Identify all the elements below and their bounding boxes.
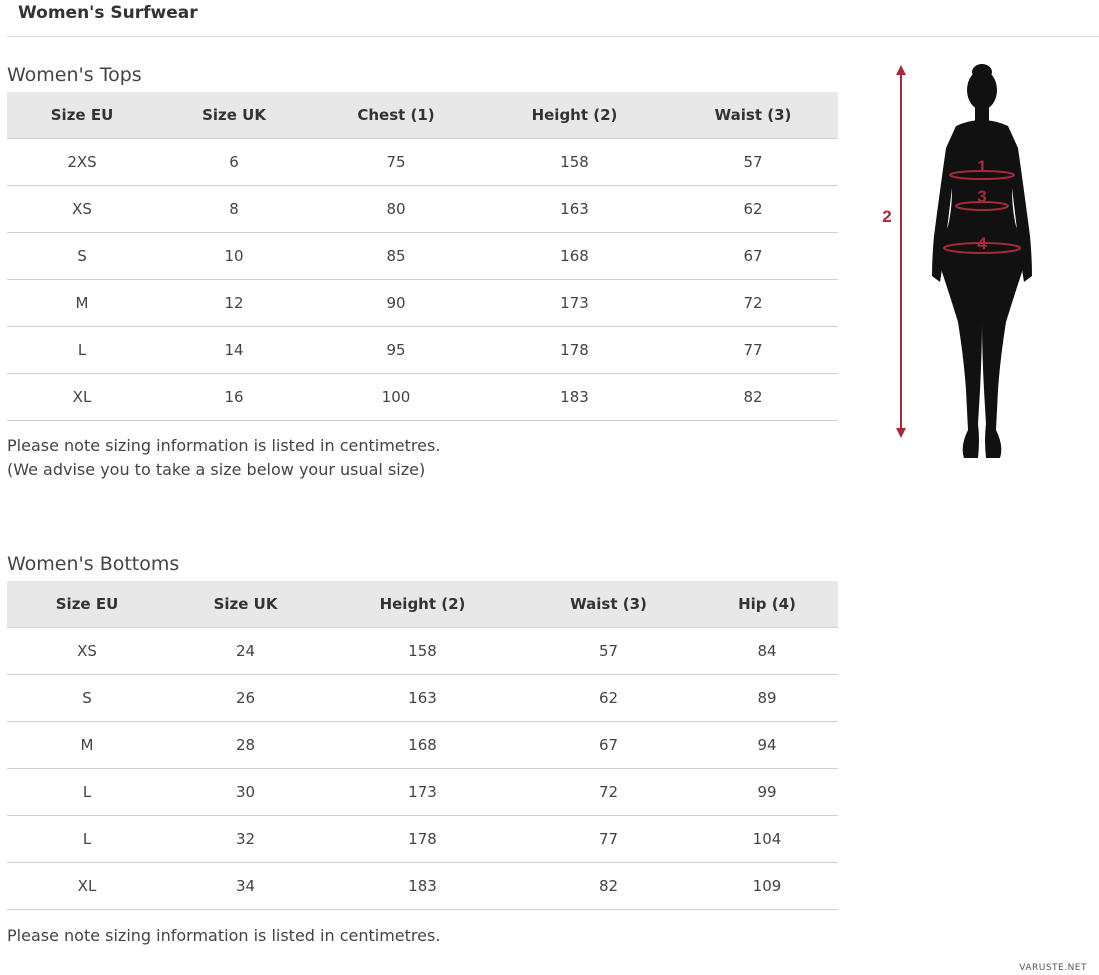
bottoms-heading: Women's Bottoms [7, 553, 180, 575]
table-row [7, 816, 838, 863]
table-cell: 95 [311, 327, 481, 374]
table-cell: S [7, 675, 167, 722]
tops-size-table [7, 92, 838, 421]
body-measurement-figure-icon [868, 60, 1048, 470]
hip-marker-label: 4 [977, 234, 987, 253]
table-cell: XS [7, 186, 157, 233]
table-cell: 67 [521, 722, 696, 769]
bottoms-sizing-note [7, 924, 440, 948]
table-row [7, 374, 838, 421]
table-cell: 72 [521, 769, 696, 816]
table-cell: XL [7, 863, 167, 910]
table-cell: 104 [696, 816, 838, 863]
table-cell: 77 [521, 816, 696, 863]
table-cell: 158 [324, 628, 521, 675]
table-header-row [7, 581, 838, 628]
table-cell: 30 [167, 769, 324, 816]
table-cell: 178 [481, 327, 668, 374]
table-cell: 26 [167, 675, 324, 722]
table-row [7, 327, 838, 374]
table-cell: 84 [696, 628, 838, 675]
table-cell: 32 [167, 816, 324, 863]
tops-sizing-note [7, 434, 440, 482]
table-cell: 183 [324, 863, 521, 910]
table-cell: 28 [167, 722, 324, 769]
table-cell: L [7, 769, 167, 816]
table-cell: M [7, 722, 167, 769]
table-cell: 109 [696, 863, 838, 910]
table-row [7, 280, 838, 327]
table-cell: 82 [521, 863, 696, 910]
tops-heading: Women's Tops [7, 64, 142, 86]
table-cell: 99 [696, 769, 838, 816]
table-cell: 82 [668, 374, 838, 421]
table-cell: 158 [481, 139, 668, 186]
table-cell: M [7, 280, 157, 327]
table-cell: 24 [167, 628, 324, 675]
table-cell: 168 [481, 233, 668, 280]
column-header: Size EU [7, 92, 157, 139]
table-cell: 168 [324, 722, 521, 769]
table-cell: 77 [668, 327, 838, 374]
table-row [7, 863, 838, 910]
table-cell: 34 [167, 863, 324, 910]
table-cell: L [7, 816, 167, 863]
table-cell: 173 [324, 769, 521, 816]
bottoms-size-table [7, 581, 838, 910]
table-cell: 80 [311, 186, 481, 233]
table-cell: 14 [157, 327, 311, 374]
sizing-advice-line: (We advise you to take a size below your usual size) [7, 460, 426, 479]
table-cell: 100 [311, 374, 481, 421]
sizing-note-line: Please note sizing information is listed in centimetres. [7, 926, 441, 945]
column-header: Waist (3) [668, 92, 838, 139]
table-cell: 62 [521, 675, 696, 722]
table-row [7, 628, 838, 675]
table-cell: 163 [324, 675, 521, 722]
table-cell: 12 [157, 280, 311, 327]
table-cell: 178 [324, 816, 521, 863]
table-cell: 72 [668, 280, 838, 327]
table-header-row [7, 92, 838, 139]
table-cell: 8 [157, 186, 311, 233]
table-cell: 62 [668, 186, 838, 233]
table-cell: L [7, 327, 157, 374]
table-cell: 89 [696, 675, 838, 722]
table-cell: 2XS [7, 139, 157, 186]
table-row [7, 769, 838, 816]
table-cell: 6 [157, 139, 311, 186]
table-cell: 94 [696, 722, 838, 769]
title-divider [7, 36, 1099, 37]
table-cell: S [7, 233, 157, 280]
table-cell: 57 [521, 628, 696, 675]
table-row [7, 675, 838, 722]
table-cell: 183 [481, 374, 668, 421]
table-row [7, 186, 838, 233]
column-header: Size UK [157, 92, 311, 139]
site-watermark: VARUSTE.NET [1019, 963, 1087, 973]
table-cell: 85 [311, 233, 481, 280]
sizing-note-line: Please note sizing information is listed in centimetres. [7, 436, 441, 455]
column-header: Height (2) [481, 92, 668, 139]
height-marker-label: 2 [882, 207, 892, 226]
table-row [7, 722, 838, 769]
column-header: Height (2) [324, 581, 521, 628]
column-header: Chest (1) [311, 92, 481, 139]
table-cell: 90 [311, 280, 481, 327]
chest-marker-label: 1 [977, 157, 987, 176]
table-cell: 163 [481, 186, 668, 233]
page-title: Women's Surfwear [18, 3, 198, 23]
waist-marker-label: 3 [977, 187, 987, 206]
column-header: Waist (3) [521, 581, 696, 628]
table-cell: 10 [157, 233, 311, 280]
column-header: Size UK [167, 581, 324, 628]
table-cell: XL [7, 374, 157, 421]
table-cell: 16 [157, 374, 311, 421]
table-cell: 173 [481, 280, 668, 327]
column-header: Size EU [7, 581, 167, 628]
table-row [7, 139, 838, 186]
table-cell: 75 [311, 139, 481, 186]
female-silhouette-icon [932, 64, 1032, 458]
table-cell: XS [7, 628, 167, 675]
column-header: Hip (4) [696, 581, 838, 628]
table-cell: 67 [668, 233, 838, 280]
height-arrow-icon [896, 65, 906, 438]
table-cell: 57 [668, 139, 838, 186]
table-row [7, 233, 838, 280]
